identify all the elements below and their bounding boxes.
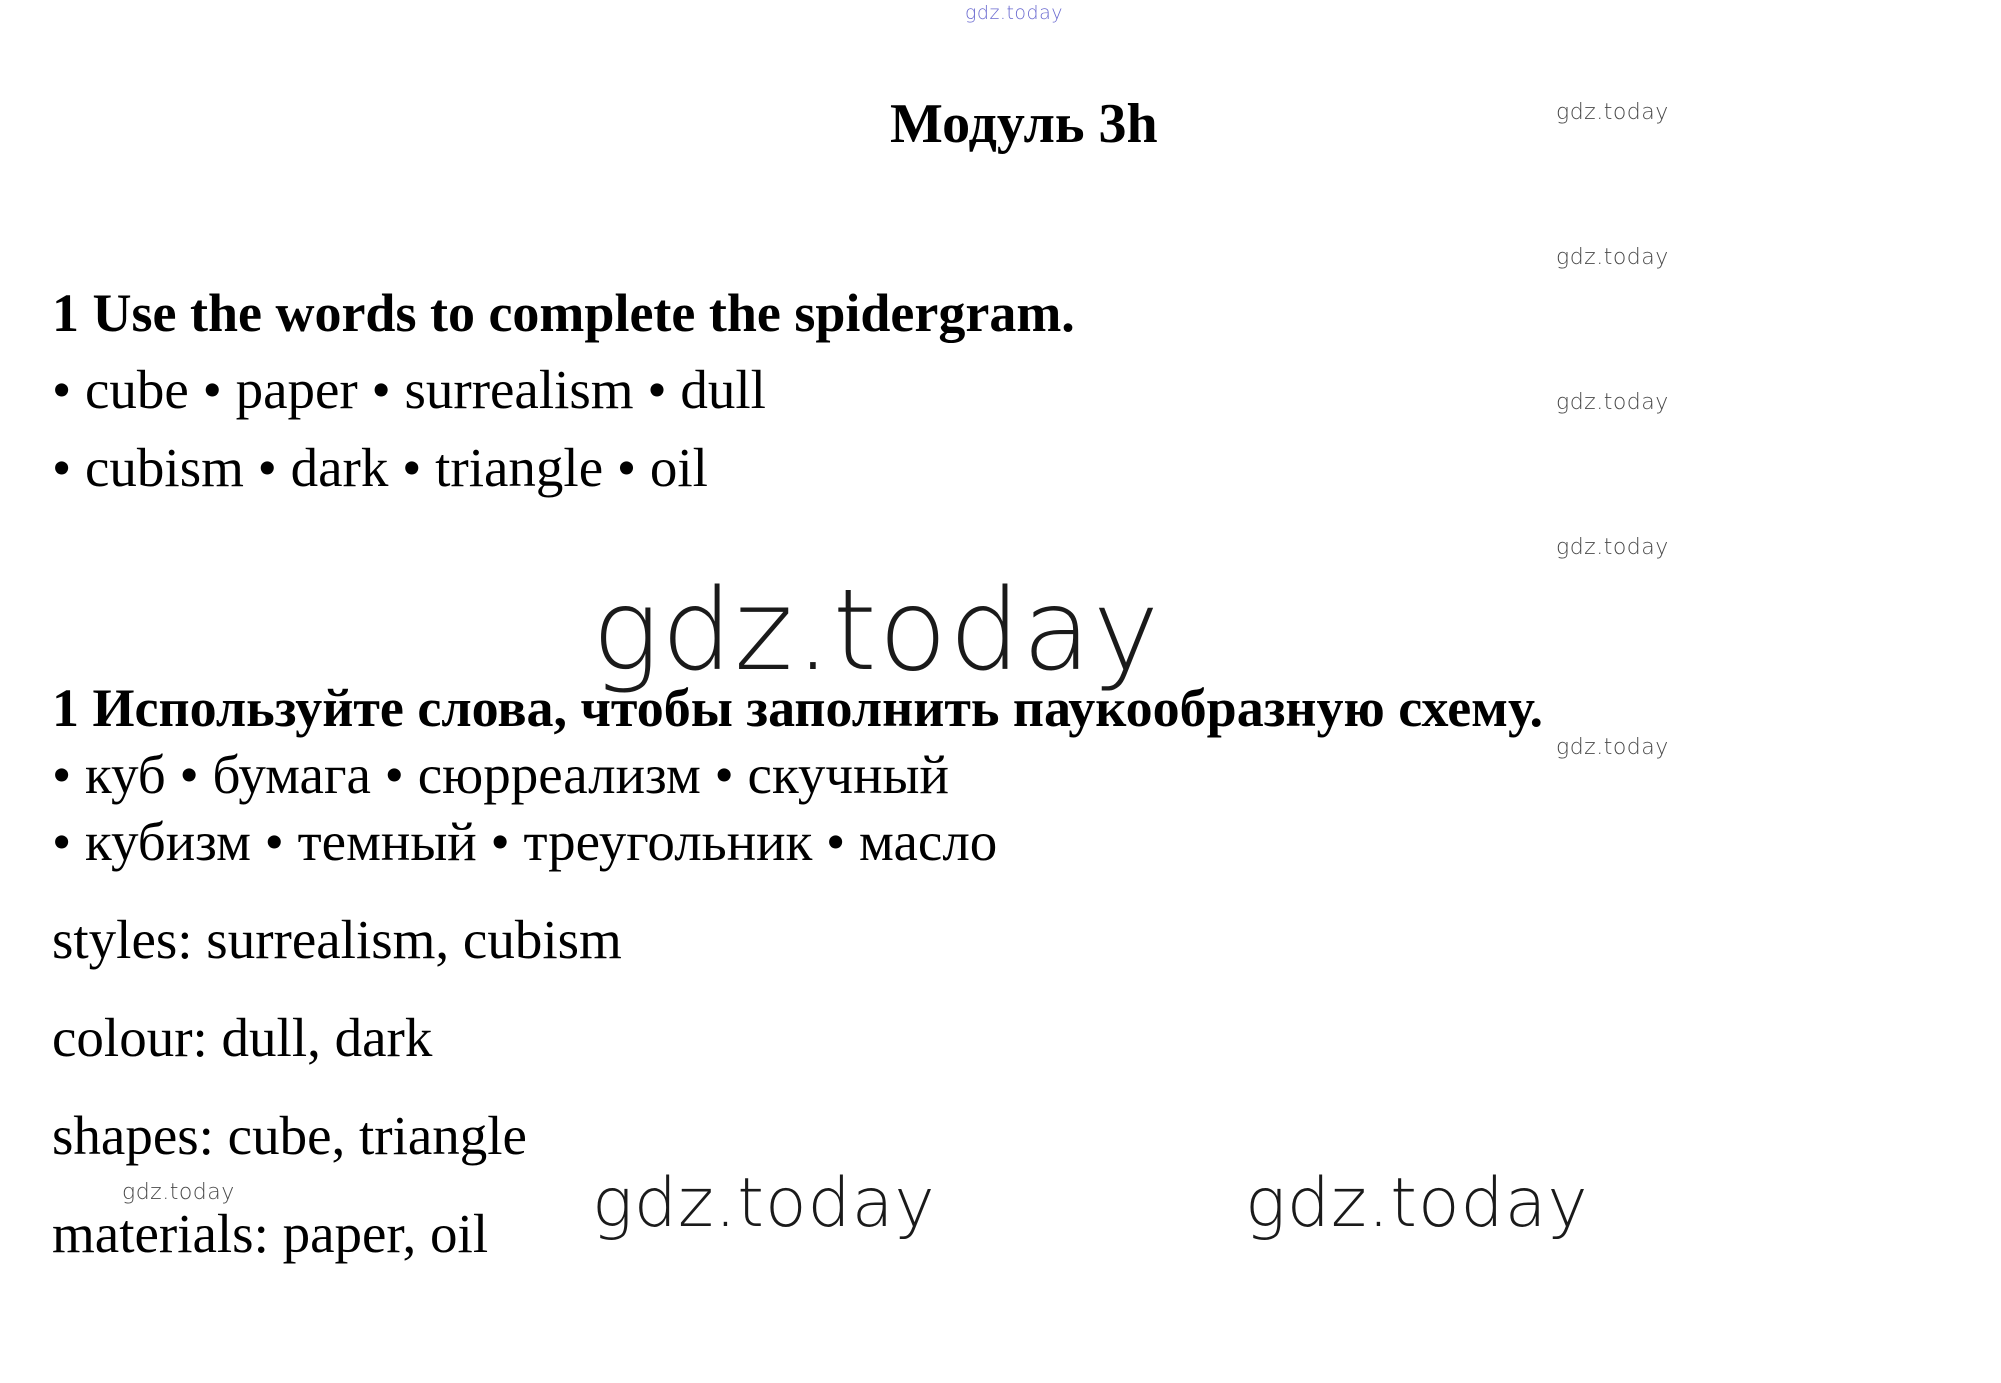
answer-materials: materials: paper, oil xyxy=(52,1203,489,1264)
word-list-russian-2: • кубизм • темный • треугольник • масло xyxy=(52,811,998,872)
watermark-top: gdz.today xyxy=(965,2,1063,24)
answer-styles: styles: surrealism, cubism xyxy=(52,909,622,970)
answer-shapes: shapes: cube, triangle xyxy=(52,1105,527,1166)
task-heading-russian: 1 Используйте слова, чтобы заполнить паукообразную схему. xyxy=(52,678,1544,738)
page-title: Модуль 3h xyxy=(890,93,1158,155)
watermark-right-2: gdz.today xyxy=(1556,245,1669,270)
watermark-right-4: gdz.today xyxy=(1556,535,1669,560)
answer-colour: colour: dull, dark xyxy=(52,1007,433,1068)
watermark-right-1: gdz.today xyxy=(1556,100,1669,125)
word-list-russian-1: • куб • бумага • сюрреализм • скучный xyxy=(52,744,949,805)
watermark-right-5: gdz.today xyxy=(1556,735,1669,760)
watermark-center-large: gdz.today xyxy=(592,566,1162,696)
word-list-english-2: • cubism • dark • triangle • oil xyxy=(52,437,708,498)
watermark-left-bottom: gdz.today xyxy=(122,1180,235,1205)
task-heading-english: 1 Use the words to complete the spidergram. xyxy=(52,283,1075,343)
watermark-bottom-center: gdz.today xyxy=(592,1164,936,1243)
watermark-bottom-right: gdz.today xyxy=(1245,1164,1589,1243)
watermark-right-3: gdz.today xyxy=(1556,390,1669,415)
word-list-english-1: • cube • paper • surrealism • dull xyxy=(52,359,766,420)
